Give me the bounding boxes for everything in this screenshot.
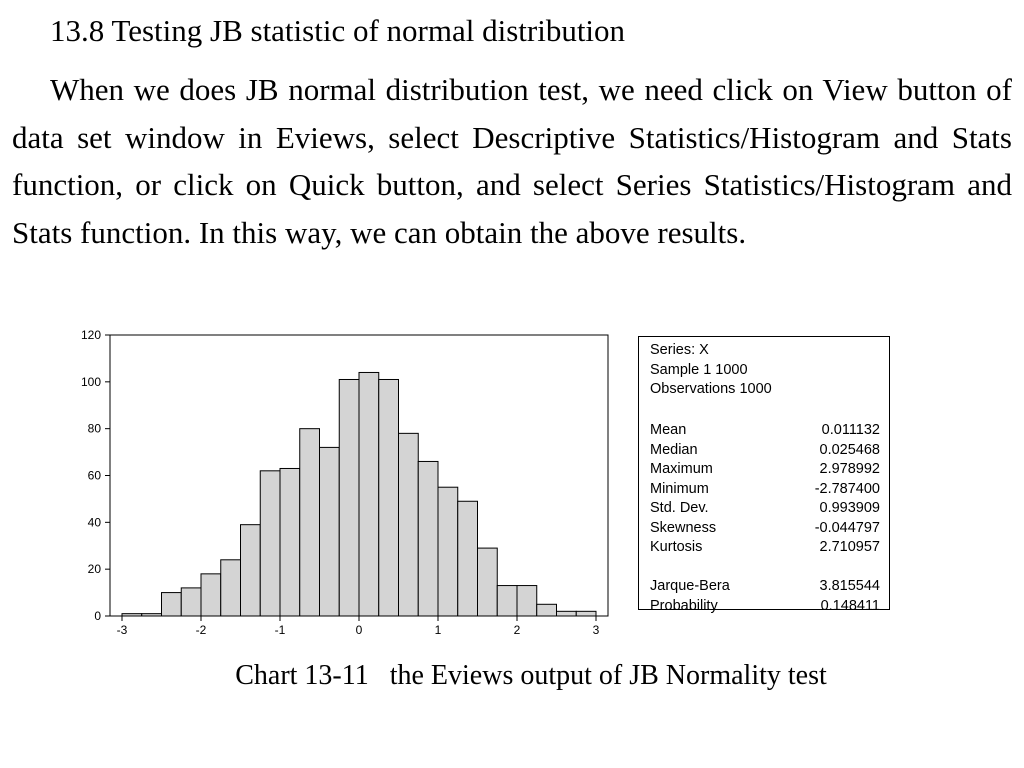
histogram-bar <box>379 379 399 616</box>
stat-label: Minimum <box>650 480 709 497</box>
histogram-bar <box>517 586 537 616</box>
stat-value: 2.710957 <box>819 539 880 555</box>
stat-row <box>650 597 880 617</box>
x-tick-label: 0 <box>355 623 363 637</box>
histogram-bar <box>181 588 201 616</box>
y-tick-label: 120 <box>80 328 101 342</box>
histogram-bar <box>201 574 221 616</box>
histogram-bar <box>300 429 320 616</box>
body-paragraph: When we does JB normal distribution test, we need click on View button of data set window in Eviews, select Descriptive Statistics/Histogram and Stats function, or click on Quick button, and select Series Statistics/Histogram and Stats function. In this way, we can obtain the above results. <box>12 72 1012 250</box>
y-tick-label: 40 <box>87 515 101 530</box>
histogram-bar <box>359 372 379 616</box>
slide-heading: 13.8 Testing JB statistic of normal distribution <box>50 13 626 48</box>
x-tick-label: 3 <box>592 623 600 637</box>
stat-label: Median <box>650 441 698 458</box>
eviews-output-figure <box>0 320 1024 650</box>
y-tick-label: 80 <box>87 421 101 436</box>
stat-value: 0.025468 <box>819 441 880 458</box>
stat-value: -2.787400 <box>814 480 880 497</box>
stat-row <box>650 480 880 500</box>
histogram-bar <box>142 614 162 616</box>
histogram-bar <box>478 548 498 616</box>
stat-value: 0.011132 <box>821 422 880 438</box>
x-tick-label: 2 <box>513 623 521 637</box>
histogram-bar <box>537 604 557 616</box>
histogram-bar <box>418 461 438 616</box>
histogram-bar <box>260 471 280 616</box>
histogram-bar <box>438 487 458 616</box>
observations-count: Observations 1000 <box>650 381 772 397</box>
stat-label: Jarque-Bera <box>650 578 730 594</box>
stat-value: 0.148411 <box>820 597 880 614</box>
histogram-bar <box>458 501 478 616</box>
stat-value: 2.978992 <box>819 461 880 477</box>
stat-row <box>650 441 880 461</box>
histogram-bar <box>557 611 577 616</box>
stat-label: Probability <box>650 597 718 614</box>
stat-row <box>650 421 880 441</box>
histogram-bar <box>241 525 261 616</box>
stat-label: Kurtosis <box>650 539 703 555</box>
y-tick-label: 20 <box>87 562 101 577</box>
histogram-bar <box>320 447 340 616</box>
x-tick-label: -3 <box>116 623 128 637</box>
stat-row <box>650 499 880 519</box>
stat-label: Mean <box>650 422 687 438</box>
stat-row <box>650 577 880 597</box>
y-tick-label: 0 <box>94 609 101 623</box>
stat-label: Skewness <box>650 519 717 536</box>
histogram-bar <box>280 468 300 616</box>
x-tick-label: 1 <box>434 623 442 637</box>
x-tick-label: -2 <box>195 623 207 637</box>
stat-label: Std. Dev. <box>650 500 709 516</box>
stat-value: 3.815544 <box>819 578 880 594</box>
figure-caption: Chart 13-11 the Eviews output of JB Normality test <box>235 660 827 691</box>
sample-range: Sample 1 1000 <box>650 361 748 378</box>
stat-value: 0.993909 <box>819 500 880 516</box>
y-tick-label: 60 <box>87 468 101 483</box>
histogram-bar <box>497 586 517 616</box>
histogram-bar <box>576 611 596 616</box>
stat-row <box>650 538 880 558</box>
statistics-box <box>638 336 890 614</box>
histogram-bar <box>122 614 142 616</box>
series-name: Series: X <box>650 342 709 358</box>
histogram-bar <box>339 379 359 616</box>
histogram-bar <box>221 560 241 616</box>
x-tick-label: -1 <box>274 623 286 637</box>
histogram-chart <box>70 324 615 644</box>
histogram-bar <box>399 433 419 616</box>
y-tick-label: 100 <box>80 374 101 389</box>
stat-label: Maximum <box>650 461 713 477</box>
stat-value: -0.044797 <box>814 519 880 536</box>
stat-row <box>650 519 880 539</box>
histogram-bar <box>162 593 182 616</box>
stat-row <box>650 460 880 480</box>
